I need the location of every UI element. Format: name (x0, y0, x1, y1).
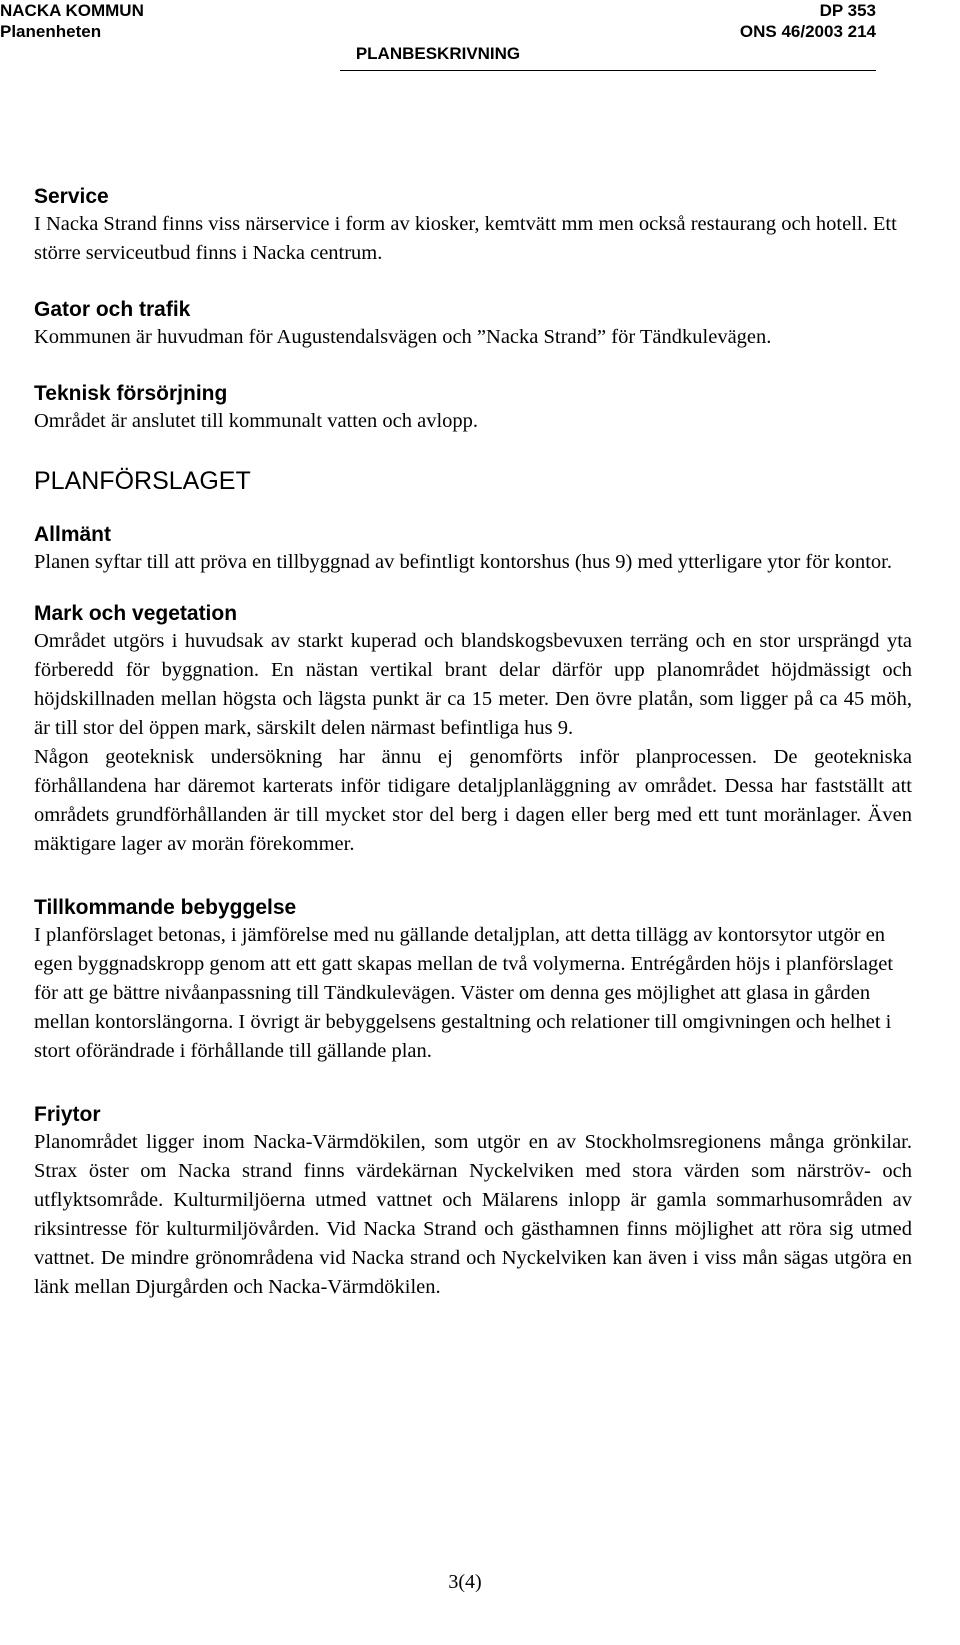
section-body: Planområdet ligger inom Nacka-Värmdökilen, som utgör en av Stockholmsregionens många grönkilar. Strax öster om Nacka strand finns värdekärnan Nyckelviken med stora värden som närströv- och utflyktsområde. Kulturmiljöerna utmed vattnet och Mälarens inlopp är gamla sommarhusområden av riksintresse för kulturmiljövården. Vid Nacka Strand och gästhamnen finns möjlighet att röra sig utmed vattnet. De mindre grönområdena vid Nacka strand och Nyckelviken kan även i viss mån sägas utgöra en länk mellan Djurgården och Nacka-Värmdökilen. (34, 1131, 912, 1298)
section-heading: Service (34, 185, 109, 208)
section-teknisk (34, 381, 912, 436)
header-rule (340, 70, 876, 71)
unit-name: Planenheten (0, 22, 102, 41)
section-body: Planen syftar till att pröva en tillbyggnad av befintligt kontorshus (hus 9) med ytterligare ytor för kontor. (34, 551, 892, 573)
page-number: 3(4) (448, 1571, 482, 1593)
section-body: Området är anslutet till kommunalt vatten och avlopp. (34, 410, 479, 432)
document-body (34, 184, 912, 1302)
doc-type: PLANBESKRIVNING (355, 44, 521, 63)
section-body: Området utgörs i huvudsak av starkt kuperad och blandskogsbevuxen terräng och en stor ursprängd yta förberedd för byggnation. En nästan vertikal brant delar därför upp planområdet höjdmässigt och höjdskillnaden mellan högsta och lägsta punkt är ca 15 meter. Den övre platån, som ligger på ca 45 möh, är till stor del öppen mark, särskilt delen närmast befintliga hus 9. (34, 630, 912, 739)
section-body: I Nacka Strand finns viss närservice i form av kiosker, kemtvätt mm men också restaurang och hotell. Ett större serviceutbud finns i Nacka centrum. (34, 213, 897, 264)
section-heading: Gator och trafik (34, 298, 191, 321)
reference-number: ONS 46/2003 214 (739, 22, 876, 41)
chapter-heading: PLANFÖRSLAGET (34, 467, 251, 495)
section-tillkommande (34, 895, 912, 1066)
section-service (34, 184, 912, 268)
section-mark (34, 601, 912, 859)
section-friytor (34, 1102, 912, 1302)
section-heading: Mark och vegetation (34, 602, 238, 625)
doc-id: DP 353 (819, 1, 876, 20)
section-heading: Tillkommande bebyggelse (34, 896, 297, 919)
section-body: I planförslaget betonas, i jämförelse med nu gällande detaljplan, att detta tillägg av kontorsytor utgör en egen byggnadskropp genom att ett gatt skapas mellan de två volymerna. Entrégården höjs i planförslaget för att ge bättre nivåanpassning till Tändkulevägen. Väster om denna ges möjlighet att glasa in gården mellan kontorslängorna. I övrigt är bebyggelsens gestaltning och relationer till omgivningen och helhet i stort oförändrade i förhållande till gällande plan. (34, 924, 894, 1062)
section-heading: Teknisk försörjning (34, 382, 228, 405)
section-allmant (34, 522, 912, 577)
section-body: Kommunen är huvudman för Augustendalsvägen och ”Nacka Strand” för Tändkulevägen. (34, 326, 772, 348)
org-name: NACKA KOMMUN (0, 1, 144, 20)
section-gator (34, 297, 912, 352)
section-planforslaget (34, 466, 912, 496)
section-body: Någon geoteknisk undersökning har ännu ej genomförts inför planprocessen. De geotekniska förhållandena har däremot karterats inför tidigare detaljplanläggning av området. Dessa har fastställt att områdets grundförhållanden är till mycket stor del berg i dagen eller berg med ett tunt moränlager. Även mäktigare lager av morän förekommer. (34, 746, 912, 855)
section-heading: Friytor (34, 1103, 101, 1126)
section-heading: Allmänt (34, 523, 112, 546)
